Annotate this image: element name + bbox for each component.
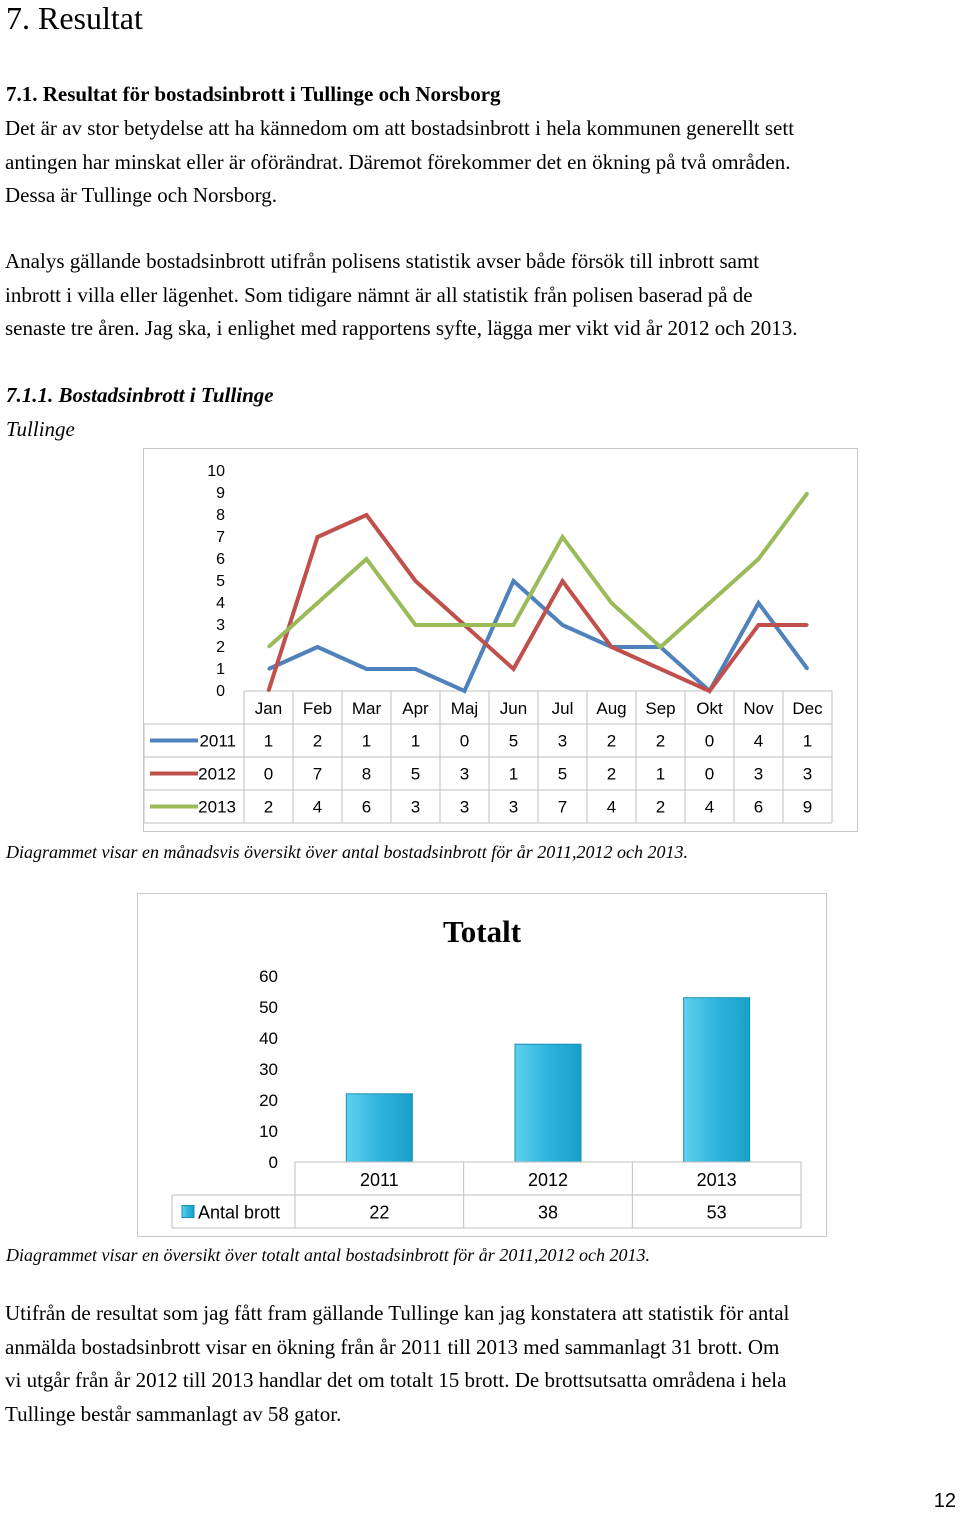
data-point-2012	[708, 690, 710, 692]
data-point-2011	[365, 668, 367, 670]
data-table-value: 5	[508, 731, 519, 751]
data-table-value: 8	[361, 764, 372, 784]
data-table-value: 3	[410, 797, 421, 817]
chart-title: Totalt	[442, 914, 522, 949]
x-category-label: Nov	[743, 699, 774, 718]
series-line-2011	[269, 581, 808, 691]
data-point-2012	[316, 536, 318, 538]
data-table-value: 4	[312, 797, 323, 817]
data-table-value: 2	[606, 731, 617, 751]
y-tick-label: 30	[259, 1060, 278, 1079]
y-tick-label: 6	[216, 551, 225, 568]
data-point-2013	[708, 602, 710, 604]
data-table-value: 7	[312, 764, 323, 784]
y-tick-label: 8	[216, 507, 225, 524]
y-tick-label: 7	[216, 529, 225, 546]
section-title: 7.1. Resultat för bostadsinbrott i Tullinge och Norsborg	[6, 82, 501, 106]
data-table-value: 5	[410, 764, 421, 784]
data-table-value: 53	[706, 1202, 727, 1223]
data-table-value: 0	[263, 764, 274, 784]
x-category-label: 2012	[527, 1170, 569, 1190]
data-point-2012	[561, 580, 563, 582]
analysis-line: inbrott i villa eller lägenhet. Som tidigare nämnt är all statistik från polisen baserad på de	[5, 282, 753, 307]
data-point-2011	[267, 668, 269, 670]
x-category-label: Dec	[792, 699, 823, 718]
data-table-value: 2	[263, 797, 274, 817]
data-table-value: 1	[802, 731, 813, 751]
y-tick-label: 0	[216, 683, 225, 700]
x-category-label: Jan	[254, 699, 283, 718]
legend-key	[182, 1206, 194, 1218]
subsection-subtitle: Tullinge	[6, 417, 75, 441]
data-table-value: 2	[606, 764, 617, 784]
data-table-value: 3	[557, 731, 568, 751]
data-table-value: 0	[704, 731, 715, 751]
y-tick-label: 60	[259, 967, 278, 986]
conclusion-line: Utifrån de resultat som jag fått fram gällande Tullinge kan jag konstatera att statistik för antal	[5, 1301, 790, 1325]
data-table-value: 3	[459, 764, 470, 784]
y-tick-label: 5	[216, 573, 225, 590]
conclusion-paragraph	[5, 1297, 955, 1431]
bar-chart-caption: Diagrammet visar en översikt över totalt antal bostadsinbrott för år 2011,2012 och 2013.	[6, 1245, 650, 1265]
data-table-value: 1	[263, 731, 274, 751]
data-table-value: 2	[655, 797, 666, 817]
data-point-2012	[757, 624, 759, 626]
data-table-value: 6	[753, 797, 764, 817]
data-point-2011	[316, 646, 318, 648]
data-point-2013	[316, 602, 318, 604]
total-bar-chart-frame	[137, 893, 827, 1237]
data-point-2013	[806, 492, 808, 494]
y-tick-label: 9	[216, 485, 225, 502]
data-table-value: 4	[704, 797, 715, 817]
line-chart-caption: Diagrammet visar en månadsvis översikt över antal bostadsinbrott för år 2011,2012 och 2013.	[6, 842, 688, 862]
data-point-2011	[512, 580, 514, 582]
y-tick-label: 0	[268, 1153, 278, 1172]
analysis-line: Analys gällande bostadsinbrott utifrån polisens statistik avser både försök till inbrott samt	[5, 249, 760, 273]
intro-line: antingen har minskat eller är oförändrat. Däremot förekommer det en ökning på två områden.	[5, 149, 791, 174]
data-table-value: 1	[410, 731, 421, 751]
page-heading: 7. Resultat	[6, 0, 143, 36]
data-point-2013	[414, 624, 416, 626]
total-bar-chart	[138, 894, 826, 1236]
x-category-label: 2011	[359, 1170, 399, 1190]
y-tick-label: 20	[259, 1091, 278, 1110]
page-number: 12	[933, 1490, 956, 1512]
y-tick-label: 1	[216, 661, 225, 678]
data-table-value: 9	[802, 797, 813, 817]
data-table-value: 6	[361, 797, 372, 817]
data-point-2011	[806, 668, 808, 670]
y-tick-label: 50	[259, 998, 278, 1017]
analysis-line: senaste tre åren. Jag ska, i enlighet med rapportens syfte, lägga mer vikt vid år 2012 och 2013.	[5, 316, 798, 340]
y-tick-label: 40	[259, 1029, 278, 1048]
data-point-2011	[414, 668, 416, 670]
bar-2013	[684, 998, 750, 1162]
data-point-2013	[365, 558, 367, 560]
monthly-line-chart-frame	[143, 448, 858, 832]
data-point-2012	[610, 646, 612, 648]
data-point-2013	[659, 646, 661, 648]
intro-paragraph	[5, 112, 955, 213]
subsection-title: 7.1.1. Bostadsinbrott i Tullinge	[6, 383, 274, 407]
legend-label-2011: 2011	[199, 731, 236, 751]
data-point-2011	[463, 690, 465, 692]
data-point-2013	[561, 536, 563, 538]
data-table-value: 2	[655, 731, 666, 751]
data-table-value: 7	[557, 797, 568, 817]
data-point-2012	[267, 690, 269, 692]
y-tick-label: 10	[207, 463, 225, 480]
legend-label-2012: 2012	[198, 764, 236, 784]
x-category-label: Apr	[402, 699, 429, 718]
data-point-2012	[365, 514, 367, 516]
conclusion-line: vi utgår från år 2012 till 2013 handlar det om totalt 15 brott. De brottsutsatta områdena i hela	[5, 1368, 787, 1392]
data-table-value: 3	[753, 764, 764, 784]
data-point-2012	[659, 668, 661, 670]
y-tick-label: 2	[216, 639, 225, 656]
data-table-value: 1	[361, 731, 372, 751]
data-table-value: 3	[508, 797, 519, 817]
x-category-label: Mar	[351, 699, 382, 718]
legend-label-2013: 2013	[198, 797, 236, 817]
data-table-value: 38	[537, 1202, 559, 1223]
data-table-value: 3	[802, 764, 813, 784]
data-point-2013	[463, 624, 465, 626]
x-category-label: Maj	[450, 699, 479, 718]
x-category-label: Jun	[499, 699, 528, 718]
data-table-value: 4	[606, 797, 617, 817]
bar-2011	[346, 1094, 412, 1162]
data-table-value: 5	[557, 764, 568, 784]
x-category-label: Aug	[596, 699, 627, 718]
data-table-value: 3	[459, 797, 470, 817]
x-category-label: 2013	[696, 1170, 737, 1190]
data-table-value: 22	[369, 1202, 390, 1223]
data-point-2013	[267, 646, 269, 648]
data-point-2012	[806, 624, 808, 626]
monthly-line-chart	[144, 449, 857, 831]
legend-label: Antal brott	[198, 1202, 281, 1223]
conclusion-line: anmälda bostadsinbrott visar en ökning från år 2011 till 2013 med sammanlagt 31 brott. Om	[5, 1334, 780, 1359]
data-point-2013	[512, 624, 514, 626]
data-table-value: 1	[508, 764, 519, 784]
y-tick-label: 3	[216, 617, 225, 634]
data-table-value: 0	[459, 731, 470, 751]
intro-line: Dessa är Tullinge och Norsborg.	[5, 183, 278, 207]
data-point-2012	[512, 668, 514, 670]
data-table-value: 0	[704, 764, 715, 784]
data-table-value: 4	[753, 731, 764, 751]
analysis-paragraph	[5, 245, 955, 346]
x-category-label: Jul	[551, 699, 574, 718]
intro-line: Det är av stor betydelse att ha kännedom om att bostadsinbrott i hela kommunen generellt sett	[5, 116, 795, 140]
x-category-label: Feb	[302, 699, 333, 718]
data-point-2013	[757, 558, 759, 560]
y-tick-label: 4	[216, 595, 225, 612]
data-point-2011	[757, 602, 759, 604]
data-point-2012	[414, 580, 416, 582]
data-point-2011	[561, 624, 563, 626]
x-category-label: Okt	[696, 699, 723, 718]
conclusion-line: Tullinge består sammanlagt av 58 gator.	[5, 1401, 342, 1426]
x-category-label: Sep	[645, 699, 676, 718]
data-table-value: 2	[312, 731, 323, 751]
data-point-2013	[610, 602, 612, 604]
data-table-value: 1	[655, 764, 666, 784]
bar-2012	[515, 1044, 581, 1162]
y-tick-label: 10	[259, 1122, 278, 1141]
